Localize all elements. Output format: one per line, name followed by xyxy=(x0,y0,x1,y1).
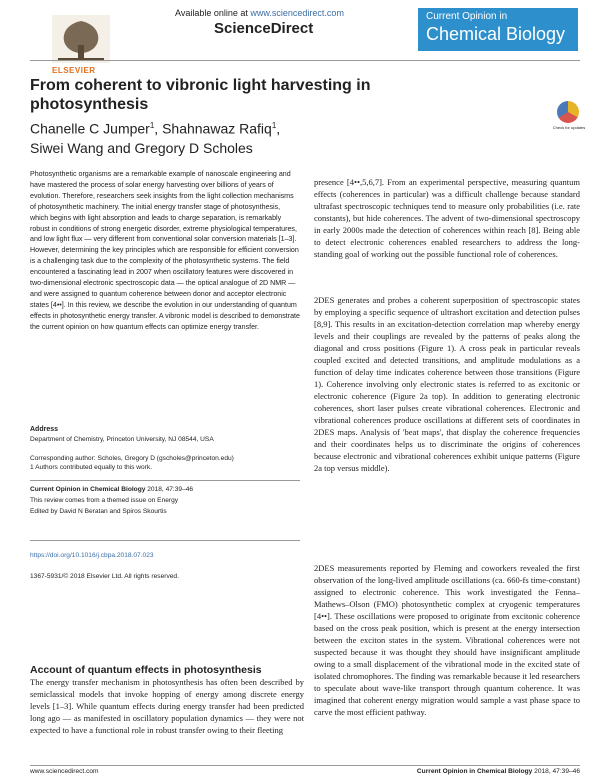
platform-name: ScienceDirect xyxy=(214,20,314,37)
footer-divider xyxy=(30,765,580,766)
elsevier-tree-logo xyxy=(52,15,110,63)
author-list: Chanelle C Jumper$^1$, Shahnawaz Rafiq$^1$, Siwei Wang and Gregory D Scholes xyxy=(30,120,281,156)
journal-banner xyxy=(418,8,578,51)
right-paragraph-2: 2DES generates and probes a coherent superposition of spectroscopic states by employing a specific sequence of ultrashort excitation and detection pulses [8,9]. This results in an excitation-detection correlation map whereby energy levels and their couplings are revealed by the patterns of peaks along the diagonal and cross positions (Figure 1). A cross peak in particular reveals coupled excited and detected transitions, and amplitude modulations as a function of delay time indicates coherence between those transitions (Figure 1). Coherence involving only electronic states is referred to as excitonic or electronic coherence (Figure 2a top). In addition to generating electronic coherences, short laser pulses create vibrational coherences. Electronic and vibrational coherences produce oscillations at different sets of coordinates in 2DES maps. Analysis of 'beat maps', that display the coherence frequencies and their coordinates helps us to discriminate the origins of coherences because electronic and vibrational coherences exhibit unique patterns (Figure 2a top versus middle). xyxy=(314,295,580,473)
footer-citation: Current Opinion in Chemical Biology 2018, 47:39–46 xyxy=(416,768,580,775)
right-paragraph-3: 2DES measurements reported by Fleming and coworkers revealed the first observation of the long-lived amplitude oscillations (ca. 660-fs time-constant) assigned to electronic coherence. This work investigated the Fenna–Mathews–Olson (FMO) photosynthetic complex at cryogenic temperatures [4••]. These oscillations were proposed to originate from excitonic coherence based on the cross peak position, which is present at the energy intersection between the exciton states in the system. Vibrational coherences were not suspected because it was thought they should have insignificant amplitude owing to a small displacement of the vibrational mode in the excited state of isolated chromophores. The finding was remarkable because it led researchers to speculate about wave-like transport through quantum coherence. It was imagined that coherent energy migration would sample a vast phase space to carve the most efficient pathway. xyxy=(314,563,580,717)
check-updates-label: Check for updates xyxy=(552,125,586,130)
check-updates-icon[interactable] xyxy=(557,101,579,123)
footer-site[interactable]: www.sciencedirect.com xyxy=(30,768,99,775)
header-divider xyxy=(30,60,580,61)
journal-info: Current Opinion in Chemical Biology 2018, 47:39–46 This review comes from a themed issue on Energy Edited by David N Beratan and Spiros Skourtis xyxy=(30,486,194,515)
publisher-name: ELSEVIER xyxy=(52,66,96,75)
availability-line: Available online at www.sciencedirect.com xyxy=(175,8,344,18)
section-heading: Account of quantum effects in photosynthesis xyxy=(30,664,262,676)
doi-link[interactable]: https://doi.org/10.1016/j.cbpa.2018.07.023 xyxy=(30,552,154,559)
info-divider-mid xyxy=(30,540,300,541)
address-block: Address Department of Chemistry, Princeton University, NJ 08544, USA Corresponding author: Scholes, Gregory D (gscholes@princeton.edu) 1 Authors contributed equally to this work. xyxy=(30,426,234,471)
journal-line2: Chemical Biology xyxy=(426,24,566,44)
copyright: 1367-5931/© 2018 Elsevier Ltd. All rights reserved. xyxy=(30,573,179,580)
right-paragraph-1: presence [4••,5,6,7]. From an experimental perspective, measuring quantum effects (coherences in particular) was a difficult challenge because standard ultrafast spectroscopic techniques tend to measure only probabilities (i.e. rate constants), but hide coherences. The advent of two-dimensional spectroscopy in early 2000s made the detection of coherences within reach [8]. Being able to detect electronic coherences enabled researchers to address the long-standing goal of working out the possible functional role of coherences. xyxy=(314,177,580,259)
journal-line1: Current Opinion in xyxy=(426,11,508,22)
corresponding-author: Corresponding author: Scholes, Gregory D (gscholes@princeton.edu) xyxy=(30,454,234,462)
section-body-left: The energy transfer mechanism in photosynthesis has often been described by semiclassical models that invoke hopping of energy among discrete energy levels [1–3]. While quantum effects during energy transfer had been predicted long ago — as manifested in oscillatory population dynamics — they were not expected to have a functional role in robust transfer owing to their fleeting xyxy=(30,677,304,735)
info-divider-top xyxy=(30,480,300,481)
abstract: Photosynthetic organisms are a remarkable example of nanoscale engineering and have mastered the process of solar energy harvesting over billions of years of evolution. Therefore, researchers seek insights from the light collection mechanisms of photosynthetic machinery. The initial energy transfer stage of photosynthesis, which begins with light absorption and leads to charge separation, is remarkably robust in conditions of strong energetic disorder, extreme physiological temperatures, and low light flux — very different from conventional solar conversion materials [1–3]. However, determining the key principles which are responsible for efficient conversion is a challenging task due to the complexity of the photosynthetic systems. The field encountered a fascinating lead in 2007 when oscillatory features were discovered in two-dimensional electronic spectroscopic data — the optical analogue of 2D NMR — and were assigned to quantum coherence between donor and acceptor electronic states [4••]. In this review, we describe the evolution in our understanding of quantum effects in photosynthetic energy transfer. A vibronic model is described to demonstrate the current opinion on how quantum effects can optimize energy transfer. xyxy=(30,170,300,331)
sciencedirect-link[interactable]: www.sciencedirect.com xyxy=(250,8,344,18)
article-title: From coherent to vibronic light harvesting in photosynthesis xyxy=(30,77,371,113)
